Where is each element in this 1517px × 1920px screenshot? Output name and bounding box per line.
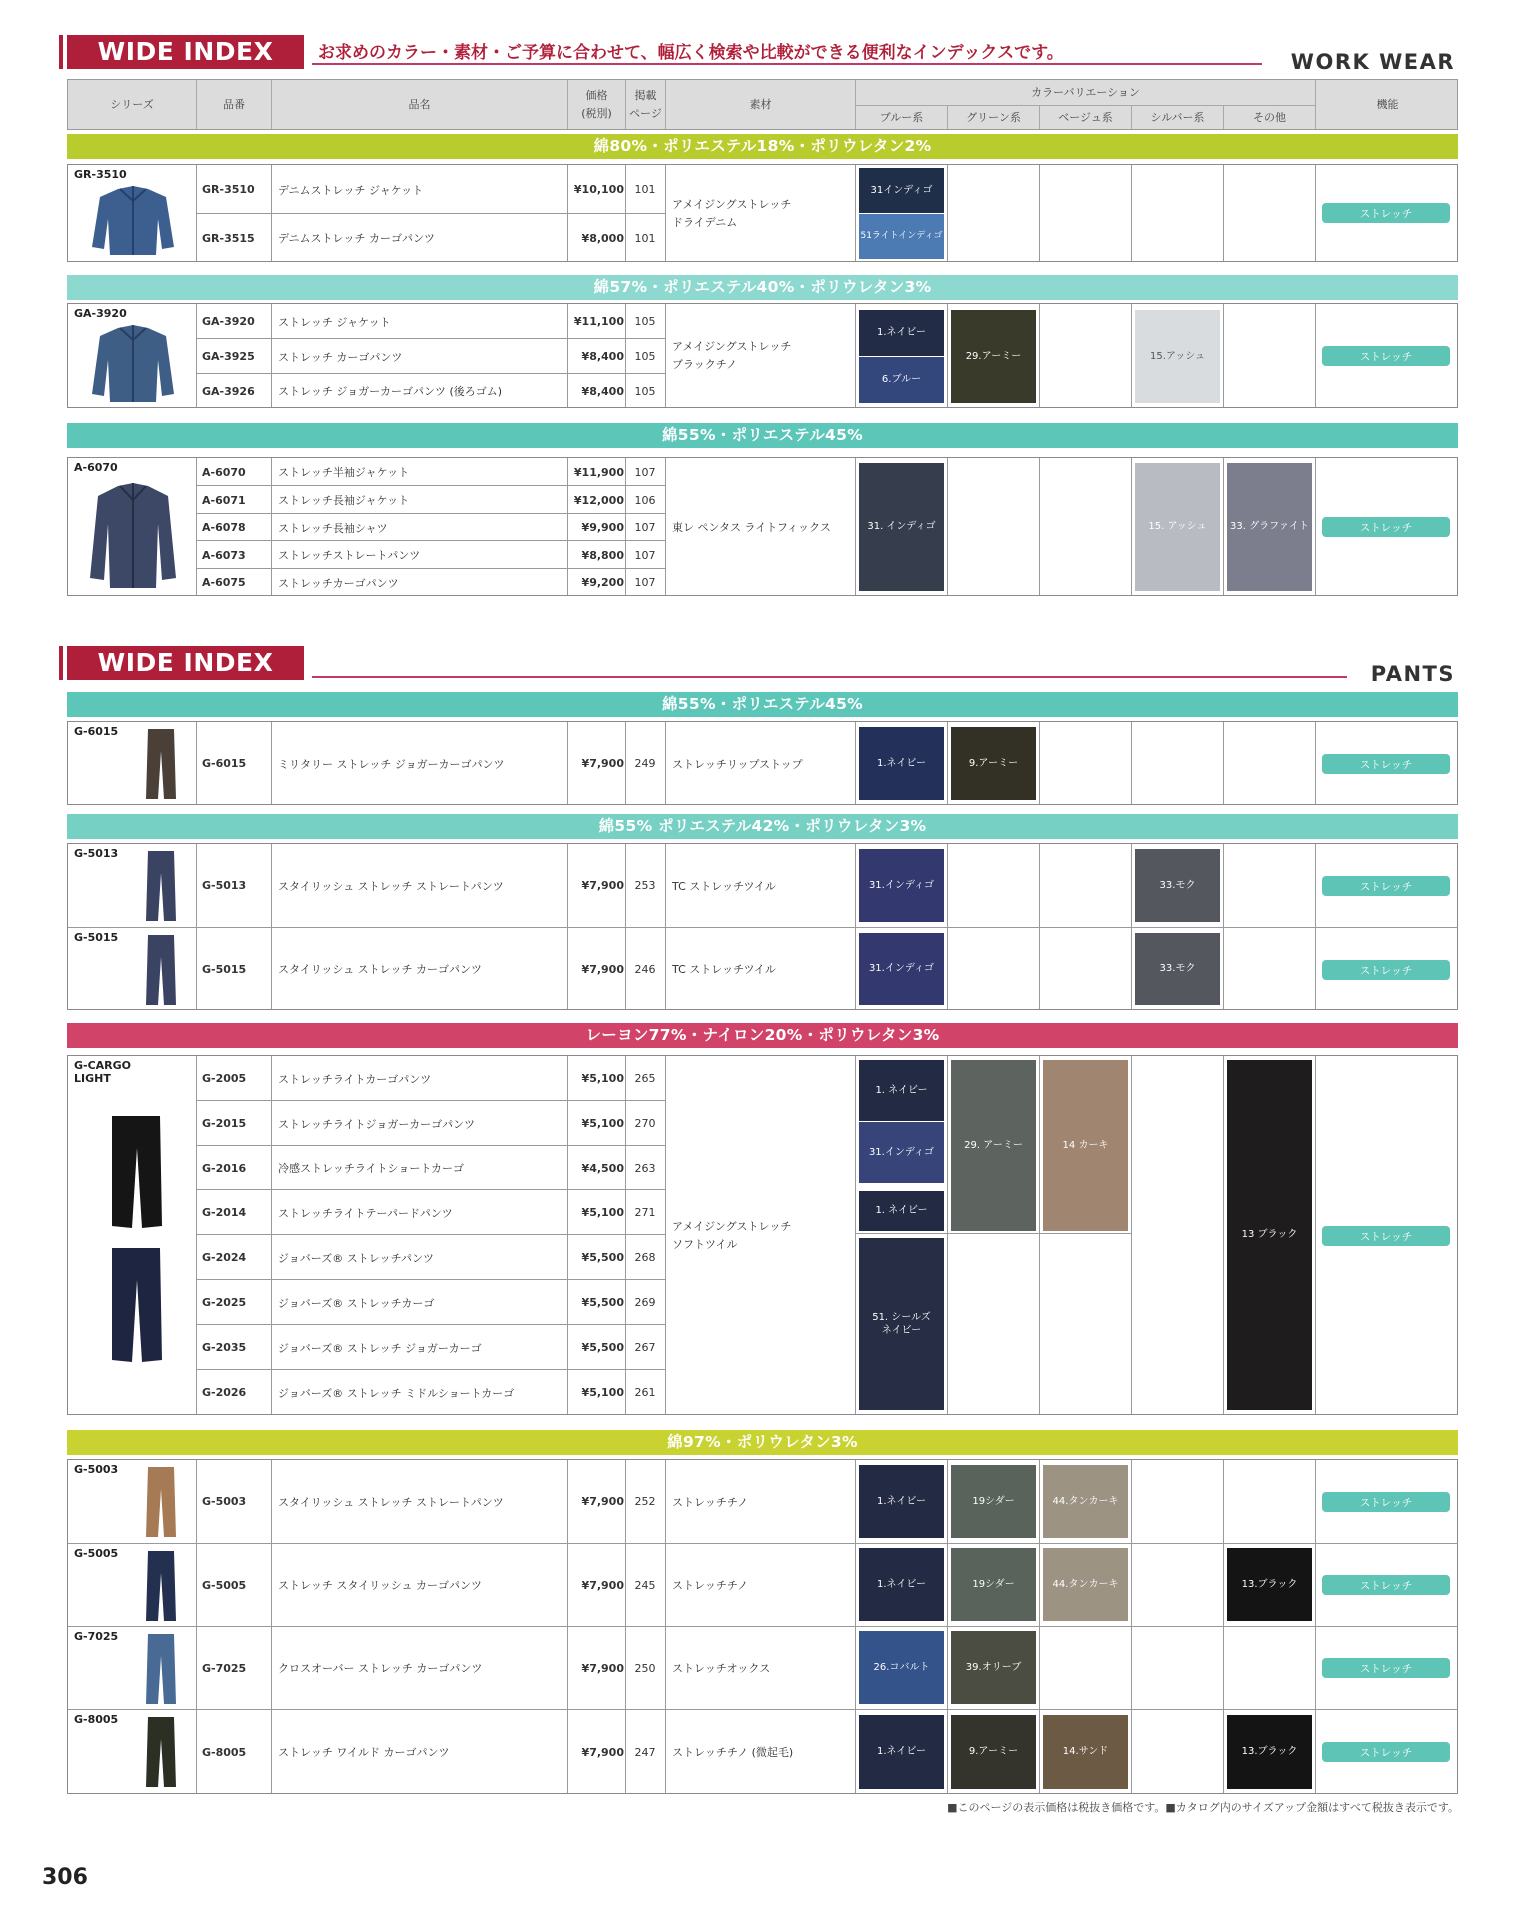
pants-image <box>140 1549 180 1624</box>
swatch: 29.アーミー <box>951 310 1036 403</box>
pants-image <box>140 1465 180 1540</box>
pants-image <box>140 933 180 1008</box>
swatch: 29. アーミー <box>951 1060 1036 1231</box>
product-group-g5013: G-5013 G-5013 スタイリッシュ ストレッチ ストレートパンツ ¥7,900 253 TC ストレッチツイル 31.インディゴ 33.モク ストレッチ G-5015 G-5015 スタイリッシュ ストレッチ カーゴパンツ ¥7,900 246 TC ストレッチツイル 31.インディゴ 33.モク ストレッチ <box>67 843 1458 1010</box>
swatch: 33. グラファイト <box>1227 463 1312 591</box>
swatch: 31. インディゴ <box>859 463 944 591</box>
swatch: 15. アッシュ <box>1135 463 1220 591</box>
swatch: 31.インディゴ <box>859 1122 944 1183</box>
material: アメイジングストレッチ ソフトツイル <box>672 1219 792 1251</box>
col-material: 素材 <box>666 80 856 129</box>
row-price: ¥8,000 <box>581 231 624 245</box>
jacket-image <box>88 480 178 590</box>
wide-index-badge: WIDE INDEX <box>67 646 304 680</box>
swatch: 19シダー <box>951 1548 1036 1621</box>
function-tag: ストレッチ <box>1322 960 1450 980</box>
function-tag: ストレッチ <box>1322 876 1450 896</box>
col-function: 機能 <box>1376 97 1399 111</box>
series-label: G-8005 <box>74 1713 119 1726</box>
row-code: GR-3510 <box>202 183 255 196</box>
swatch: 33.モク <box>1135 849 1220 922</box>
table-header <box>67 79 1458 130</box>
swatch: 1. ネイビー <box>859 1191 944 1231</box>
material-band: 綿55% ポリエステル42%・ポリウレタン3% <box>67 814 1458 839</box>
header-rule <box>312 63 1262 65</box>
swatch: 51ライトインディゴ <box>859 214 944 259</box>
col-page: 掲載 ページ <box>626 80 666 129</box>
pants-image <box>106 1114 166 1232</box>
material-band: 綿55%・ポリエステル45% <box>67 423 1458 448</box>
header-rule <box>312 676 1347 678</box>
series-label: G-5003 <box>74 1463 119 1476</box>
function-tag: ストレッチ <box>1322 346 1450 366</box>
function-tag: ストレッチ <box>1322 1575 1450 1595</box>
series-label: A-6070 <box>74 461 118 474</box>
footnote: ■このページの表示価格は税抜き価格です。■カタログ内のサイズアップ金額はすべて税抜き表示です。 <box>947 1801 1459 1814</box>
material: アメイジングストレッチ ブラックチノ <box>672 340 792 371</box>
series-label: GR-3510 <box>74 168 127 181</box>
pants-image <box>140 1632 180 1707</box>
material-band: 綿55%・ポリエステル45% <box>67 692 1458 717</box>
swatch: 51. シールズ ネイビー <box>859 1238 944 1410</box>
function-tag: ストレッチ <box>1322 1226 1450 1246</box>
product-group-g-cargo-light: G-CARGO LIGHT G-2005 ストレッチライトカーゴパンツ ¥5,100 265 G-2015 ストレッチライトジョガーカーゴパンツ ¥5,100 270 G-2016 冷感ストレッチライトショートカーゴ ¥4,500 263 G-2014 ストレッチライトテーパードパンツ ¥5,100 271 G-2024 ジョバーズ® ストレッチパンツ ¥5,500 268 G-2025 ジョバーズ® ストレッチカーゴ ¥5,500 269 G-2035 ジョバーズ® ストレッチ ジョガーカーゴ ¥5,500 267 G-2026 ジョバーズ® ストレッチ ミドルショートカーゴ ¥5,100 261 アメイジングストレッチ ソフトツイル 1. ネイビー 31.インディゴ 1. ネイビー 51. シールズ ネイビー 29. アーミー 14 カーキ 13 ブラック ストレッチ <box>67 1055 1458 1415</box>
product-group-a6070: A-6070 A-6070 ストレッチ半袖ジャケット ¥11,900 107 A-6071 ストレッチ長袖ジャケット ¥12,000 106 A-6078 ストレッチ長袖シャツ ¥9,900 107 A-6073 ストレッチストレートパンツ ¥8,800 107 A-6075 ストレッチカーゴパンツ ¥9,200 107 東レ ペンタス ライトフィックス 31. インディゴ 15. アッシュ 33. グラファイト ストレッチ <box>67 457 1458 596</box>
swatch: 39.オリーブ <box>951 1631 1036 1704</box>
material-band: 綿80%・ポリエステル18%・ポリウレタン2% <box>67 134 1458 159</box>
swatch: 1. ネイビー <box>859 1060 944 1121</box>
pants-image <box>140 849 180 924</box>
swatch: 13.ブラック <box>1227 1548 1312 1621</box>
function-tag: ストレッチ <box>1322 1658 1450 1678</box>
section-title-work-wear: WORK WEAR <box>1290 50 1455 74</box>
col-silver: シルバー系 <box>1132 105 1224 129</box>
swatch: 15.アッシュ <box>1135 310 1220 403</box>
product-group-g5003: G-5003 G-5003 スタイリッシュ ストレッチ ストレートパンツ ¥7,900 252 ストレッチチノ 1.ネイビー 19シダー 44.タンカーキ ストレッチ G-5005 G-5005 ストレッチ スタイリッシュ カーゴパンツ ¥7,900 245 ストレッチチノ 1.ネイビー 19シダー 44.タンカーキ 13.ブラック ストレッチ G-7025 G-7025 クロスオーバー ストレッチ カーゴパンツ ¥7,900 250 ストレッチオックス 26.コバルト 39.オリーブ ストレッチ G-8005 G-8005 ストレッチ ワイルド カーゴパンツ ¥7,900 247 ストレッチチノ (微起毛) 1.ネイビー 9.アーミー 14.サンド 13.ブラック ストレッチ <box>67 1459 1458 1794</box>
material-band: レーヨン77%・ナイロン20%・ポリウレタン3% <box>67 1023 1458 1048</box>
function-tag: ストレッチ <box>1322 517 1450 537</box>
row-code: GR-3515 <box>202 231 255 245</box>
swatch: 13.ブラック <box>1227 1715 1312 1789</box>
jacket-image <box>90 183 176 257</box>
swatch: 31.インディゴ <box>859 849 944 922</box>
pants-image <box>140 1715 180 1790</box>
section-title-pants: PANTS <box>1370 662 1455 686</box>
col-color-variation: カラーバリエーション <box>856 80 1316 106</box>
material-band: 綿97%・ポリウレタン3% <box>67 1430 1458 1455</box>
swatch: 44.タンカーキ <box>1043 1465 1128 1538</box>
product-group-ga3920: GA-3920 GA-3920 ストレッチ ジャケット ¥11,100 105 GA-3925 ストレッチ カーゴパンツ ¥8,400 105 GA-3926 ストレッチ ジョガーカーゴパンツ (後ろゴム) ¥8,400 105 アメイジングストレッチ ブラックチノ 1.ネイビー 6.ブルー 29.アーミー 15.アッシュ ストレッチ <box>67 303 1458 408</box>
series-label: G-5013 <box>74 847 119 860</box>
series-label: G-5015 <box>74 931 119 944</box>
swatch: 33.モク <box>1135 933 1220 1005</box>
col-blue: ブルー系 <box>856 105 948 129</box>
page-number: 306 <box>42 1865 88 1890</box>
material: ストレッチリップストップ <box>672 757 803 771</box>
row-name: デニムストレッチ ジャケット <box>278 183 424 197</box>
swatch: 1.ネイビー <box>859 727 944 800</box>
col-price: 価格 (税別) <box>568 80 626 129</box>
series-label: G-5005 <box>74 1547 119 1560</box>
swatch: 1.ネイビー <box>859 1465 944 1538</box>
swatch: 9.アーミー <box>951 1715 1036 1789</box>
swatch: 6.ブルー <box>859 357 944 403</box>
pants-image <box>106 1246 166 1366</box>
series-label: G-7025 <box>74 1630 119 1643</box>
col-code: 品番 <box>197 80 272 129</box>
swatch: 1.ネイビー <box>859 1715 944 1789</box>
swatch: 14.サンド <box>1043 1715 1128 1789</box>
function-tag: ストレッチ <box>1322 1742 1450 1762</box>
material: 東レ ペンタス ライトフィックス <box>672 521 831 534</box>
tagline: お求めのカラー・素材・ご予算に合わせて、幅広く検索や比較ができる便利なインデックスです。 <box>318 43 1064 63</box>
wide-index-badge: WIDE INDEX <box>67 35 304 69</box>
col-beige: ベージュ系 <box>1040 105 1132 129</box>
material: アメイジングストレッチ ドライデニム <box>672 197 792 229</box>
row-page: 101 <box>634 183 656 196</box>
row-name: デニムストレッチ カーゴパンツ <box>278 232 435 245</box>
col-green: グリーン系 <box>948 105 1040 129</box>
jacket-image <box>90 322 176 404</box>
swatch: 14 カーキ <box>1043 1060 1128 1231</box>
function-tag: ストレッチ <box>1322 203 1450 223</box>
series-label: G-CARGO LIGHT <box>74 1059 132 1086</box>
series-label: G-6015 <box>74 725 119 738</box>
col-name: 品名 <box>272 80 568 129</box>
material-band: 綿57%・ポリエステル40%・ポリウレタン3% <box>67 275 1458 300</box>
col-other: その他 <box>1224 105 1316 129</box>
swatch: 31.インディゴ <box>859 933 944 1005</box>
swatch: 1.ネイビー <box>859 310 944 356</box>
swatch: 9.アーミー <box>951 727 1036 800</box>
swatch: 26.コバルト <box>859 1631 944 1704</box>
swatch: 13 ブラック <box>1227 1060 1312 1410</box>
swatch: 44.タンカーキ <box>1043 1548 1128 1621</box>
col-series: シリーズ <box>68 80 197 129</box>
swatch: 1.ネイビー <box>859 1548 944 1621</box>
product-group-gr3510 <box>67 164 1458 262</box>
product-group-g6015: G-6015 G-6015 ミリタリー ストレッチ ジョガーカーゴパンツ ¥7,900 249 ストレッチリップストップ 1.ネイビー 9.アーミー ストレッチ <box>67 721 1458 805</box>
swatch: 31インディゴ <box>859 168 944 213</box>
function-tag: ストレッチ <box>1322 1492 1450 1512</box>
pants-image <box>140 727 180 802</box>
row-price: ¥10,100 <box>573 183 624 196</box>
swatch: 19シダー <box>951 1465 1036 1538</box>
row-page: 101 <box>634 231 656 245</box>
function-tag: ストレッチ <box>1322 754 1450 774</box>
series-label: GA-3920 <box>74 307 127 320</box>
